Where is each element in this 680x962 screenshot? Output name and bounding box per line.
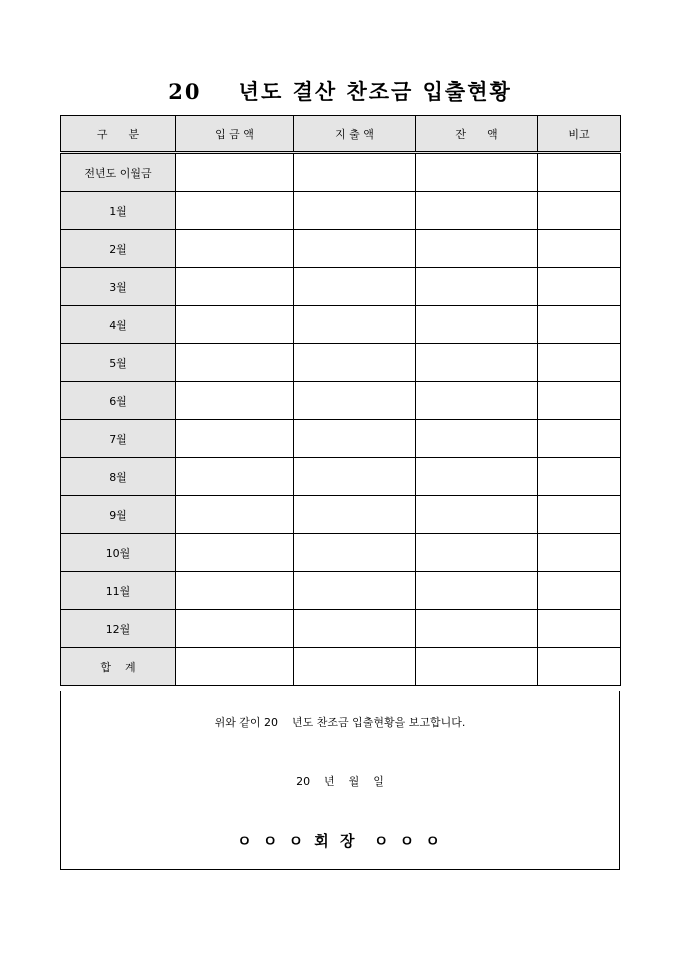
table-row: [61, 306, 621, 344]
balance-cell[interactable]: [416, 344, 538, 382]
income-cell[interactable]: [176, 306, 294, 344]
table-row: [61, 230, 621, 268]
balance-cell[interactable]: [416, 610, 538, 648]
table-row: [61, 458, 621, 496]
report-date: 20 년 월 일: [296, 775, 384, 788]
row-label: 4월: [61, 306, 176, 344]
note-cell[interactable]: [538, 496, 621, 534]
note-cell[interactable]: [538, 382, 621, 420]
row-label: 3월: [61, 268, 176, 306]
income-cell[interactable]: [176, 610, 294, 648]
row-label: 7월: [61, 420, 176, 458]
balance-cell[interactable]: [416, 268, 538, 306]
header-category: 구 분: [61, 116, 176, 153]
expense-cell[interactable]: [294, 230, 416, 268]
row-label: 10월: [61, 534, 176, 572]
balance-cell[interactable]: [416, 153, 538, 192]
income-cell[interactable]: [176, 496, 294, 534]
balance-cell[interactable]: [416, 192, 538, 230]
row-label: 9월: [61, 496, 176, 534]
expense-cell[interactable]: [294, 382, 416, 420]
row-label: 6월: [61, 382, 176, 420]
expense-cell[interactable]: [294, 610, 416, 648]
expense-cell[interactable]: [294, 648, 416, 686]
income-cell[interactable]: [176, 153, 294, 192]
note-cell[interactable]: [538, 610, 621, 648]
income-cell[interactable]: [176, 382, 294, 420]
income-cell[interactable]: [176, 192, 294, 230]
table-row: [61, 496, 621, 534]
header-income: 입 금 액: [176, 116, 294, 153]
table-row: [61, 648, 621, 686]
income-cell[interactable]: [176, 458, 294, 496]
expense-cell[interactable]: [294, 344, 416, 382]
note-cell[interactable]: [538, 534, 621, 572]
header-note: 비고: [538, 116, 621, 153]
expense-cell[interactable]: [294, 153, 416, 192]
income-cell[interactable]: [176, 230, 294, 268]
expense-cell[interactable]: [294, 496, 416, 534]
balance-cell[interactable]: [416, 382, 538, 420]
balance-cell[interactable]: [416, 534, 538, 572]
table-row: [61, 572, 621, 610]
income-cell[interactable]: [176, 268, 294, 306]
table-header-row: [61, 116, 621, 153]
note-cell[interactable]: [538, 572, 621, 610]
note-cell[interactable]: [538, 648, 621, 686]
note-cell[interactable]: [538, 230, 621, 268]
note-cell[interactable]: [538, 192, 621, 230]
header-expense: 지 출 액: [294, 116, 416, 153]
note-cell[interactable]: [538, 344, 621, 382]
balance-cell[interactable]: [416, 648, 538, 686]
row-label: 1월: [61, 192, 176, 230]
signer-line: ㅇ ㅇ ㅇ 회 장 ㅇ ㅇ ㅇ: [237, 832, 443, 850]
table-row: [61, 268, 621, 306]
expense-cell[interactable]: [294, 268, 416, 306]
note-cell[interactable]: [538, 268, 621, 306]
table-row: [61, 344, 621, 382]
row-label: 전년도 이월금: [61, 153, 176, 192]
note-cell[interactable]: [538, 306, 621, 344]
note-cell[interactable]: [538, 153, 621, 192]
balance-cell[interactable]: [416, 572, 538, 610]
balance-cell[interactable]: [416, 458, 538, 496]
income-cell[interactable]: [176, 572, 294, 610]
expense-cell[interactable]: [294, 572, 416, 610]
table-row: [61, 610, 621, 648]
table-row: [61, 534, 621, 572]
table-row: [61, 192, 621, 230]
income-cell[interactable]: [176, 534, 294, 572]
table-row: [61, 420, 621, 458]
row-label: 12월: [61, 610, 176, 648]
report-statement: 위와 같이 20 년도 찬조금 입출현황을 보고합니다.: [214, 716, 466, 729]
balance-cell[interactable]: [416, 420, 538, 458]
header-balance: 잔 액: [416, 116, 538, 153]
balance-cell[interactable]: [416, 306, 538, 344]
row-label: 2월: [61, 230, 176, 268]
expense-cell[interactable]: [294, 192, 416, 230]
table-row: [61, 153, 621, 192]
balance-cell[interactable]: [416, 496, 538, 534]
balance-cell[interactable]: [416, 230, 538, 268]
expense-cell[interactable]: [294, 534, 416, 572]
expense-cell[interactable]: [294, 306, 416, 344]
note-cell[interactable]: [538, 420, 621, 458]
income-cell[interactable]: [176, 344, 294, 382]
note-cell[interactable]: [538, 458, 621, 496]
table-row: [61, 382, 621, 420]
row-label: 11월: [61, 572, 176, 610]
report-footer: [60, 691, 620, 870]
income-cell[interactable]: [176, 420, 294, 458]
row-label: 합 계: [61, 648, 176, 686]
row-label: 8월: [61, 458, 176, 496]
ledger-table: [60, 115, 621, 686]
row-label: 5월: [61, 344, 176, 382]
page-title: 20 년도 결산 찬조금 입출현황: [168, 79, 512, 104]
expense-cell[interactable]: [294, 458, 416, 496]
income-cell[interactable]: [176, 648, 294, 686]
expense-cell[interactable]: [294, 420, 416, 458]
